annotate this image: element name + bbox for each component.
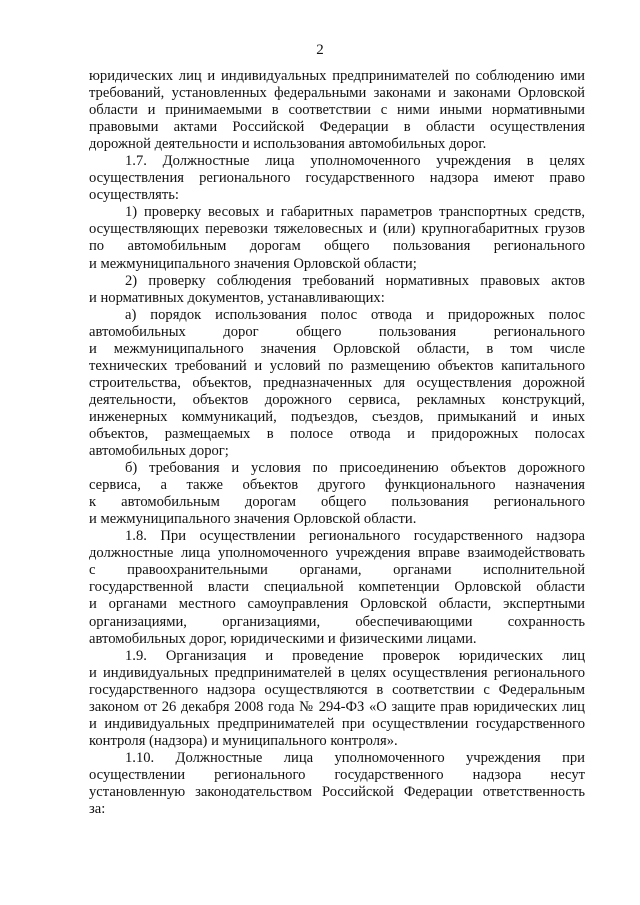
paragraph-p1 [89,68,585,153]
text-line: автомобильных дорог, юридическими и физическими лицами. [89,630,477,647]
text-line: 1.10. Должностные лица уполномоченного учреждения при [125,749,585,766]
text-line: 1.8. При осуществлении регионального государственного надзора [125,528,585,545]
text-line: дорожной деятельности и использования автомобильных дорог. [89,136,487,153]
text-line: с правоохранительными органами, органами исполнительной [89,562,585,579]
text-line: 2) проверку соблюдения требований нормативных правовых актов [125,272,585,289]
paragraph-p4 [89,273,585,307]
text-line: 1) проверку весовых и габаритных параметров транспортных средств, [125,204,585,221]
text-line: 1.9. Организация и проведение проверок юридических лиц [125,647,585,664]
text-line: инженерных коммуникаций, подъездов, съездов, примыканий и иных [89,408,585,425]
text-line: юридических лиц и индивидуальных предпринимателей по соблюдению ими [89,68,585,84]
text-line: по автомобильным дорогам общего пользования регионального [89,238,585,255]
text-line: б) требования и условия по присоединению объектов дорожного [125,460,585,477]
text-line: а) порядок использования полос отвода и придорожных полос [125,306,585,323]
paragraph-p9 [89,750,585,818]
paragraph-p3 [89,204,585,272]
text-line: 1.7. Должностные лица уполномоченного учреждения в целях [125,153,585,170]
paragraph-p8 [89,648,585,750]
text-line: требований, установленных федеральными законами и законами Орловской [89,85,585,102]
text-line: и индивидуальных предпринимателей в целях осуществления регионального [89,664,585,681]
text-line: автомобильных дорог общего пользования регионального [89,323,585,340]
text-line: организациями, организациями, обеспечивающими сохранность [89,613,585,630]
text-line: установленную законодательством Российской Федерации ответственность [89,783,585,800]
text-line: и межмуниципального значения Орловской области; [89,255,417,272]
text-line: и межмуниципального значения Орловской области. [89,511,417,528]
text-line: государственной власти специальной компетенции Орловской области [89,579,585,596]
text-line: к автомобильным дорогам общего пользования регионального [89,494,585,511]
paragraph-p6 [89,460,585,528]
document-body [89,68,585,818]
text-line: должностные лица уполномоченного учреждения вправе взаимодействовать [89,545,585,562]
text-line: государственного надзора осуществляются в соответствии с Федеральным [89,681,585,698]
text-line: осуществляющих перевозки тяжеловесных и (или) крупногабаритных грузов [89,221,585,238]
text-line: сервиса, а также объектов другого функционального назначения [89,477,585,494]
text-line: и индивидуальных предпринимателей при осуществлении государственного [89,715,585,732]
paragraph-list [89,68,585,818]
text-line: строительства, объектов, предназначенных для осуществления дорожной [89,374,585,391]
text-line: правовыми актами Российской Федерации в области осуществления [89,119,585,136]
paragraph-p7 [89,528,585,647]
text-line: области и принимаемыми в соответствии с ними иными нормативными [89,102,585,119]
text-line: за: [89,801,106,818]
paragraph-p2 [89,153,585,204]
paragraph-p5 [89,307,585,460]
text-line: осуществлять: [89,187,179,204]
text-line: осуществления регионального государственного надзора имеют право [89,170,585,187]
text-line: деятельности, объектов дорожного сервиса, рекламных конструкций, [89,391,585,408]
text-line: и органами местного самоуправления Орловской области, экспертными [89,596,585,613]
text-line: законом от 26 декабря 2008 года № 294-ФЗ «О защите прав юридических лиц [89,698,585,715]
text-line: технических требований и условий по размещению объектов капитального [89,357,585,374]
text-line: и нормативных документов, устанавливающих: [89,289,385,306]
page-number: 2 [316,42,324,58]
text-line: объектов, размещаемых в полосе отвода и придорожных полосах [89,425,585,442]
text-line: осуществлении регионального государственного надзора несут [89,766,585,783]
text-line: автомобильных дорог; [89,443,229,460]
text-line: и межмуниципального значения Орловской области, в том числе [89,340,585,357]
text-line: контроля (надзора) и муниципального контроля». [89,732,398,749]
